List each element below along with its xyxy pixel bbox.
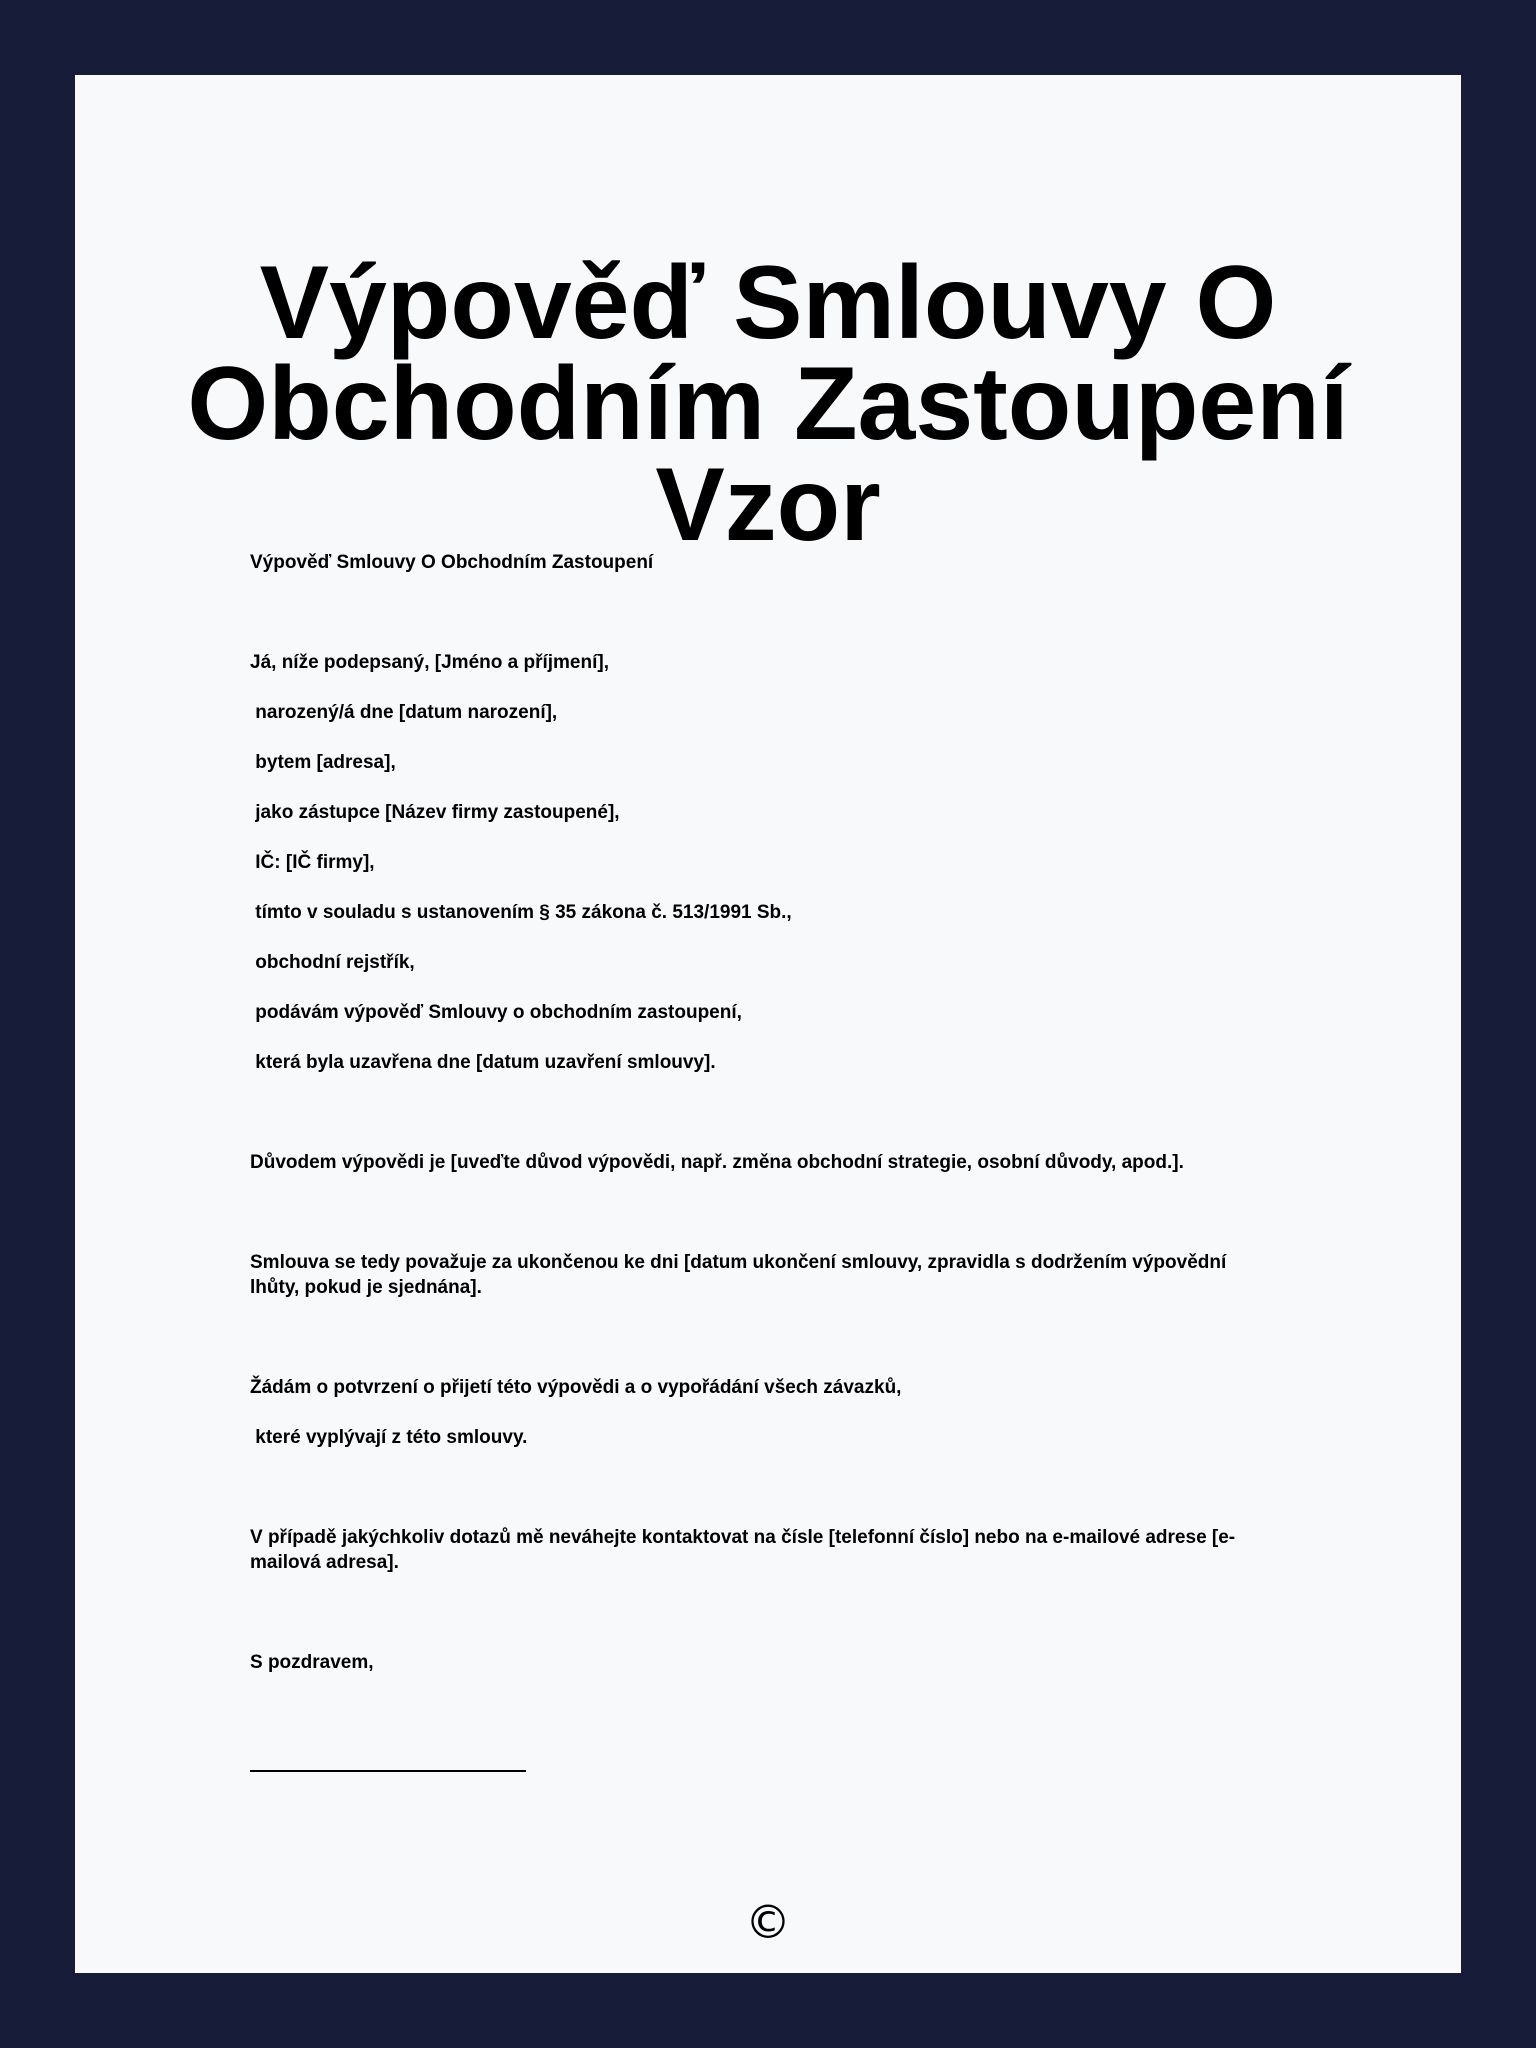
- intro-line: obchodní rejstřík,: [250, 952, 415, 973]
- intro-line: IČ: [IČ firmy],: [250, 852, 375, 873]
- termination-paragraph: Smlouva se tedy považuje za ukončenou ke dni [datum ukončení smlouvy, zpravidla s dodržením výpovědní lhůty, pokud je sjednána].: [250, 1252, 1232, 1298]
- copyright-icon: ©: [745, 1895, 791, 1949]
- signature-line: [250, 1770, 526, 1772]
- document-page: [75, 75, 1461, 1973]
- closing-greeting: S pozdravem,: [250, 1652, 374, 1673]
- document-title: Výpověď Smlouvy O Obchodním Zastoupení Vzor: [187, 245, 1349, 563]
- intro-line: jako zástupce [Název firmy zastoupené],: [250, 802, 620, 823]
- request-line: které vyplývají z této smlouvy.: [250, 1427, 528, 1448]
- intro-line: tímto v souladu s ustanovením § 35 zákona č. 513/1991 Sb.,: [250, 902, 792, 923]
- intro-line: bytem [adresa],: [250, 752, 396, 773]
- intro-line: která byla uzavřena dne [datum uzavření smlouvy].: [250, 1052, 716, 1073]
- document-body: [250, 550, 1280, 1675]
- letter-heading: Výpověď Smlouvy O Obchodním Zastoupení: [250, 552, 654, 573]
- contact-paragraph: V případě jakýchkoliv dotazů mě neváhejte kontaktovat na čísle [telefonní číslo] nebo na e-mailové adrese [e-mailová adresa].: [250, 1527, 1236, 1573]
- request-line: Žádám o potvrzení o přijetí této výpovědi a o vypořádání všech závazků,: [250, 1377, 902, 1398]
- intro-line: narozený/á dne [datum narození],: [250, 702, 558, 723]
- intro-line: Já, níže podepsaný, [Jméno a příjmení],: [250, 652, 609, 673]
- intro-line: podávám výpověď Smlouvy o obchodním zastoupení,: [250, 1002, 742, 1023]
- reason-paragraph: Důvodem výpovědi je [uveďte důvod výpovědi, např. změna obchodní strategie, osobní důvody, apod.].: [250, 1152, 1184, 1173]
